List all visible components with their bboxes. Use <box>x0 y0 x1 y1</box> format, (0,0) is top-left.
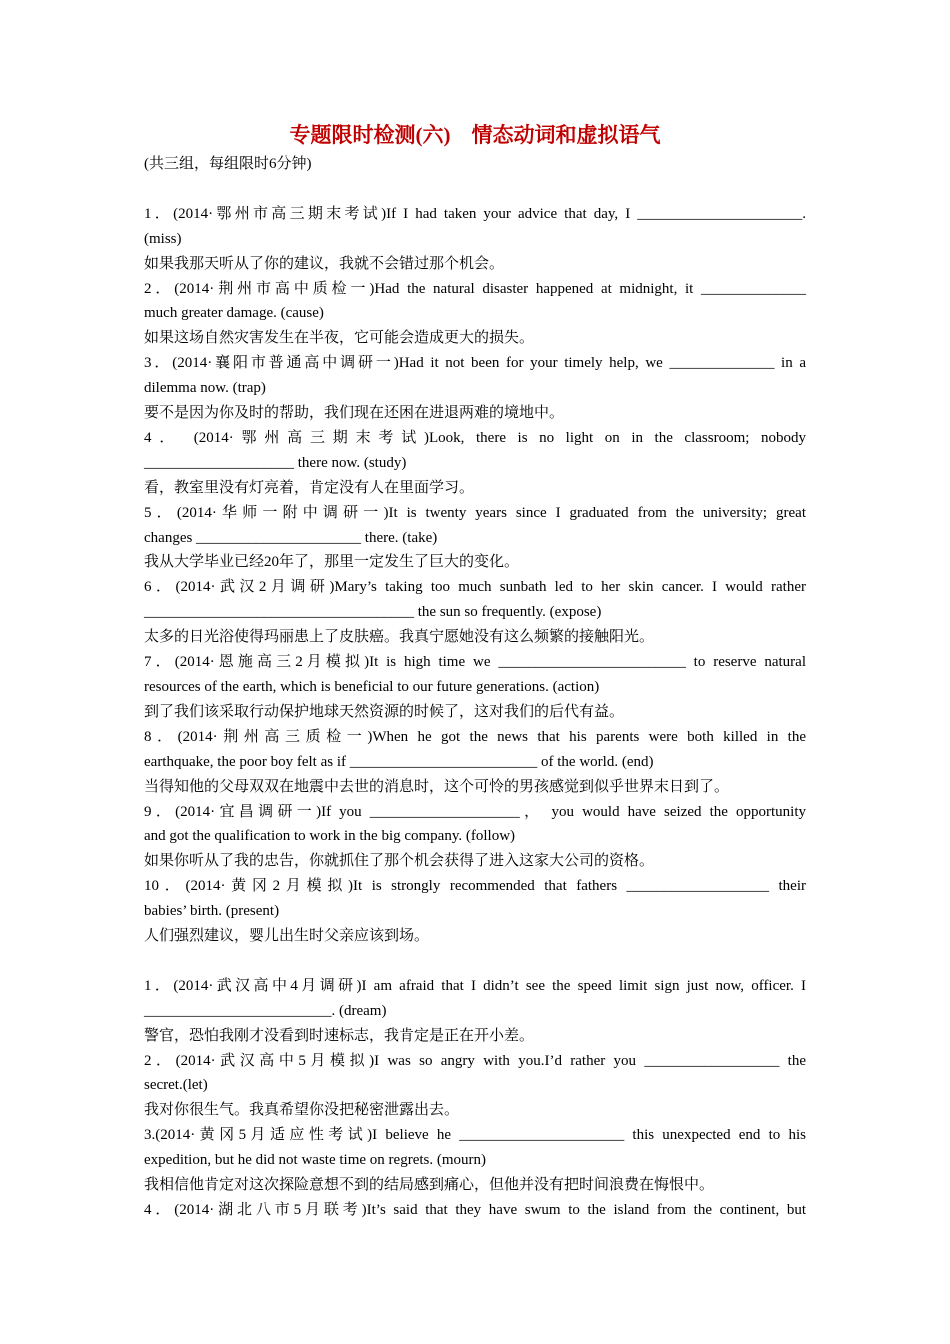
question-line: 9．(2014·宜昌调研一)If you ____________________， you would have seized the opportunity <box>144 803 806 820</box>
question-line: 10．(2014·黄冈2月模拟)It is strongly recommended that fathers ___________________ their <box>144 878 806 895</box>
chinese-translation: 太多的日光浴使得玛丽患上了皮肤癌。我真宁愿她没有这么频繁的接触阳光。 <box>144 629 655 646</box>
question-line: _________________________. (dream) <box>144 1002 387 1019</box>
chinese-translation: 如果这场自然灾害发生在半夜，它可能会造成更大的损失。 <box>144 330 535 347</box>
question-line: 1．(2014·武汉高中4月调研)I am afraid that I didn’t see the speed limit sign just now, officer. I <box>144 977 806 994</box>
question-item <box>144 426 806 501</box>
group-separator <box>144 949 806 974</box>
question-line: 4． (2014·鄂州高三期末考试)Look, there is no light on in the classroom; nobody <box>144 429 806 446</box>
question-line: ____________________________________ the sun so frequently. (expose) <box>144 604 602 621</box>
question-line: (miss) <box>144 230 182 247</box>
chinese-translation: 我从大学毕业已经20年了，那里一定发生了巨大的变化。 <box>144 554 520 571</box>
question-item <box>144 974 806 1049</box>
question-item <box>144 725 806 800</box>
question-item <box>144 202 806 277</box>
chinese-translation: 要不是因为你及时的帮助，我们现在还困在进退两难的境地中。 <box>144 405 565 422</box>
chinese-translation: 人们强烈建议，婴儿出生时父亲应该到场。 <box>144 928 430 945</box>
question-line: 2．(2014·武汉高中5月模拟)I was so angry with you.I’d rather you __________________ the <box>144 1052 806 1069</box>
question-line: secret.(let) <box>144 1077 208 1094</box>
question-line: 8．(2014·荆州高三质检一)When he got the news that his parents were both killed in the <box>144 728 806 745</box>
question-line: 3.(2014·黄冈5月适应性考试)I believe he ______________________ this unexpected end to his <box>144 1127 806 1144</box>
question-line: resources of the earth, which is beneficial to our future generations. (action) <box>144 679 600 696</box>
question-item <box>144 351 806 426</box>
question-line: babies’ birth. (present) <box>144 903 280 920</box>
question-item <box>144 1198 806 1223</box>
chinese-translation: 警官，恐怕我刚才没看到时速标志，我肯定是正在开小差。 <box>144 1027 535 1044</box>
question-item <box>144 277 806 352</box>
question-line: ____________________ there now. (study) <box>144 454 407 471</box>
question-item <box>144 800 806 875</box>
question-line: 1．(2014·鄂州市高三期末考试)If I had taken your advice that day, I ______________________. <box>144 205 806 222</box>
question-line: earthquake, the poor boy felt as if _________________________ of the world. (end) <box>144 753 654 770</box>
question-item <box>144 575 806 650</box>
chinese-translation: 我对你很生气。我真希望你没把秘密泄露出去。 <box>144 1102 460 1119</box>
question-group-2 <box>144 974 806 1223</box>
chinese-translation: 到了我们该采取行动保护地球天然资源的时候了，这对我们的后代有益。 <box>144 703 625 720</box>
chinese-translation: 看，教室里没有灯亮着，肯定没有人在里面学习。 <box>144 479 475 496</box>
chinese-translation: 如果你听从了我的忠告，你就抓住了那个机会获得了进入这家大公司的资格。 <box>144 853 655 870</box>
chinese-translation: 我相信他肯定对这次探险意想不到的结局感到痛心，但他并没有把时间浪费在悔恨中。 <box>144 1177 715 1194</box>
question-line: expedition, but he did not waste time on regrets. (mourn) <box>144 1152 487 1169</box>
question-line: dilemma now. (trap) <box>144 380 266 397</box>
document-page <box>144 120 806 1223</box>
question-item <box>144 1049 806 1124</box>
question-item <box>144 874 806 949</box>
group-separator <box>144 177 806 202</box>
question-line: much greater damage. (cause) <box>144 305 324 322</box>
chinese-translation: 当得知他的父母双双在地震中去世的消息时，这个可怜的男孩感觉到似乎世界末日到了。 <box>144 778 730 795</box>
question-line: 6．(2014·武汉2月调研)Mary’s taking too much sunbath led to her skin cancer. I would rather <box>144 579 806 596</box>
question-line: changes ______________________ there. (take) <box>144 529 438 546</box>
question-line: 2．(2014·荆州市高中质检一)Had the natural disaster happened at midnight, it ______________ <box>144 280 806 297</box>
question-item <box>144 501 806 576</box>
question-line: 4．(2014·湖北八市5月联考)It’s said that they have swum to the island from the continent, but <box>144 1201 806 1218</box>
question-line: 3．(2014·襄阳市普通高中调研一)Had it not been for your timely help, we ______________ in a <box>144 355 806 372</box>
chinese-translation: 如果我那天听从了你的建议，我就不会错过那个机会。 <box>144 255 505 272</box>
question-line: 5．(2014·华师一附中调研一)It is twenty years since I graduated from the university; great <box>144 504 806 521</box>
page-subtitle: (共三组，每组限时6分钟) <box>144 156 312 172</box>
question-line: 7．(2014·恩施高三2月模拟)It is high time we _________________________ to reserve natural <box>144 654 806 671</box>
question-item <box>144 1123 806 1198</box>
question-line: and got the qualification to work in the big company. (follow) <box>144 828 516 845</box>
question-group-1 <box>144 202 806 949</box>
page-title: 专题限时检测(六) 情态动词和虚拟语气 <box>289 123 661 147</box>
question-item <box>144 650 806 725</box>
